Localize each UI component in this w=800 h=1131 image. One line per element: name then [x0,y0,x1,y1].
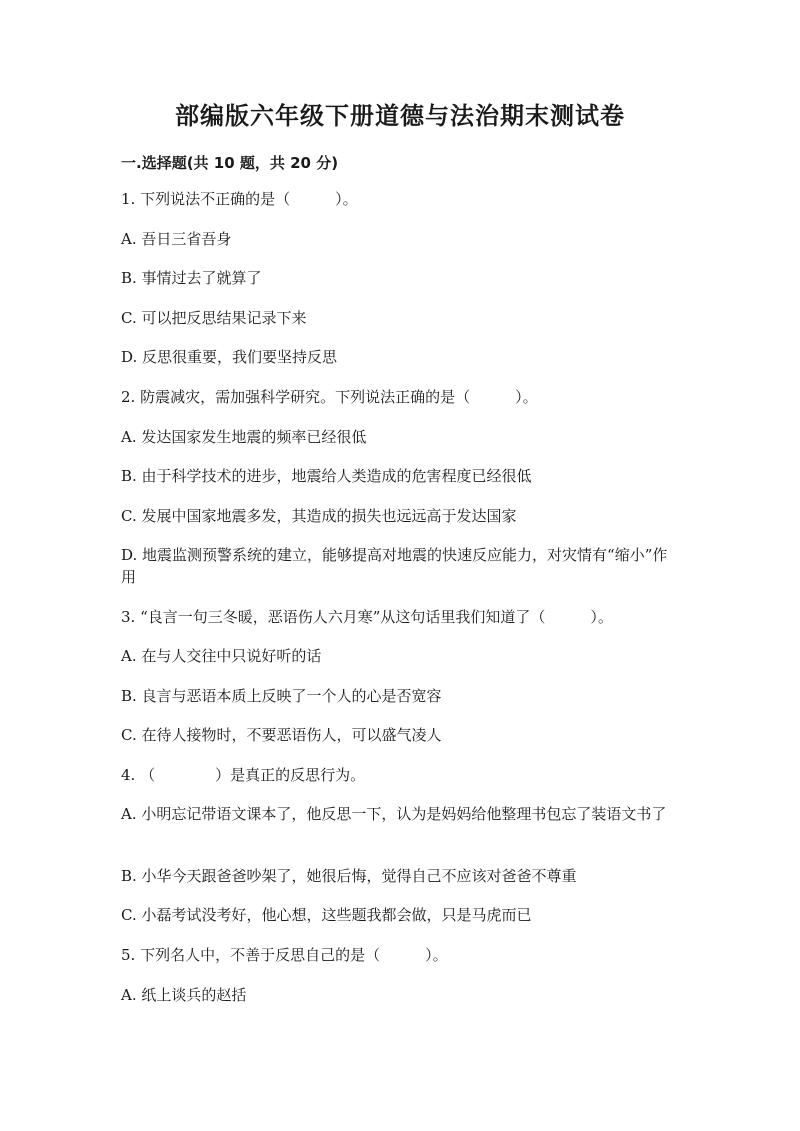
question-1-option-b: B. 事情过去了就算了 [121,269,262,287]
question-3-option-c: C. 在待人接物时，不要恶语伤人，可以盛气凌人 [121,726,442,744]
question-4-option-b: B. 小华今天跟爸爸吵架了，她很后悔，觉得自己不应该对爸爸不尊重 [121,867,577,885]
question-3-stem: 3. “良言一句三冬暖，恶语伤人六月寒”从这句话里我们知道了（ ）。 [121,608,613,626]
question-3-option-a: A. 在与人交往中只说好听的话 [121,647,322,665]
question-1-option-a: A. 吾日三省吾身 [121,230,232,248]
question-3-option-b: B. 良言与恶语本质上反映了一个人的心是否宽容 [121,687,442,705]
question-4-option-c: C. 小磊考试没考好，他心想，这些题我都会做，只是马虎而已 [121,906,532,924]
question-2-option-b: B. 由于科学技术的进步，地震给人类造成的危害程度已经很低 [121,467,532,485]
question-5-option-a: A. 纸上谈兵的赵括 [121,986,247,1004]
question-5-stem: 5. 下列名人中，不善于反思自己的是（ ）。 [121,946,448,964]
question-4-stem: 4. （ ）是真正的反思行为。 [121,766,366,784]
question-1-option-c: C. 可以把反思结果记录下来 [121,309,307,327]
question-2-option-d: D. 地震监测预警系统的建立，能够提高对地震的快速反应能力，对灾情有“缩小”作用 [121,546,668,586]
section-heading: 一.选择题(共 10 题，共 20 分) [121,154,339,172]
question-1-stem: 1. 下列说法不正确的是（ ）。 [121,190,358,208]
question-2-option-a: A. 发达国家发生地震的频率已经很低 [121,428,367,446]
page-title: 部编版六年级下册道德与法治期末测试卷 [175,102,625,130]
question-2-stem: 2. 防震减灾，需加强科学研究。下列说法正确的是（ ）。 [121,388,538,406]
question-1-option-d: D. 反思很重要，我们要坚持反思 [121,348,338,366]
question-2-option-c: C. 发展中国家地震多发，其造成的损失也远远高于发达国家 [121,507,517,525]
question-4-option-a: A. 小明忘记带语文课本了，他反思一下，认为是妈妈给他整理书包忘了装语文书了 [121,805,667,823]
